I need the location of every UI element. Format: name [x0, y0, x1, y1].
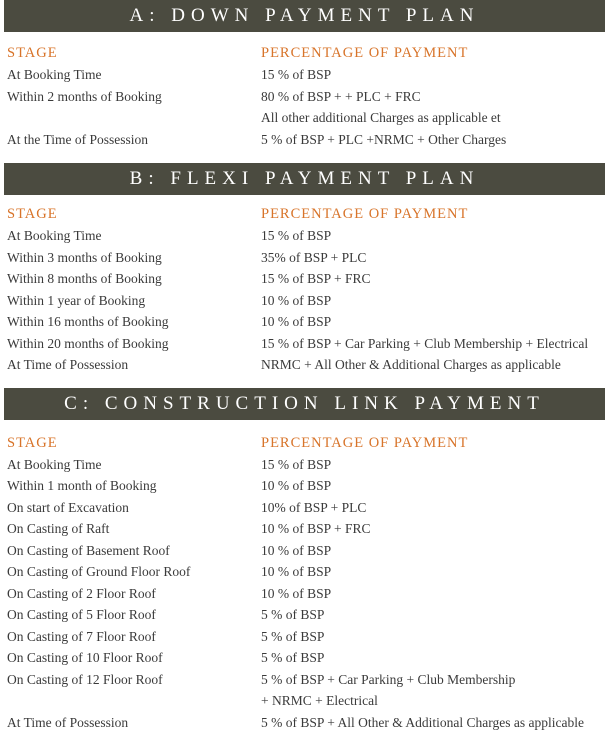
percentage-cell: 5 % of BSP — [261, 650, 325, 665]
table-row — [0, 650, 609, 671]
percentage-cell: 10 % of BSP — [261, 293, 332, 308]
percentage-cell: + NRMC + Electrical — [261, 693, 378, 708]
percentage-cell: 15 % of BSP — [261, 67, 332, 82]
stage-cell: On Casting of Raft — [7, 521, 110, 536]
table-row — [0, 250, 609, 271]
percentage-header: PERCENTAGE OF PAYMENT — [261, 435, 469, 451]
table-row — [0, 629, 609, 650]
table-row — [0, 607, 609, 628]
table-row — [0, 228, 609, 249]
stage-cell: On Casting of Basement Roof — [7, 543, 170, 558]
stage-cell: At Time of Possession — [7, 715, 129, 730]
stage-cell: On Casting of 7 Floor Roof — [7, 629, 156, 644]
stage-cell: At Booking Time — [7, 67, 102, 82]
percentage-cell: 5 % of BSP + All Other & Additional Charges as applicable — [261, 715, 584, 730]
percentage-cell: 10 % of BSP — [261, 478, 332, 493]
stage-cell: At Booking Time — [7, 457, 102, 472]
percentage-cell: 5 % of BSP + Car Parking + Club Membership — [261, 672, 516, 687]
table-row — [0, 110, 609, 131]
section-b-header-row — [0, 206, 609, 227]
stage-header: STAGE — [7, 206, 58, 222]
stage-cell: On start of Excavation — [7, 500, 129, 515]
percentage-cell: 15 % of BSP — [261, 228, 332, 243]
table-row — [0, 314, 609, 335]
section-a-banner: A: DOWN PAYMENT PLAN — [4, 0, 605, 32]
percentage-cell: 10% of BSP + PLC — [261, 500, 367, 515]
stage-cell: Within 8 months of Booking — [7, 271, 162, 286]
stage-cell: On Casting of 10 Floor Roof — [7, 650, 163, 665]
stage-cell: Within 16 months of Booking — [7, 314, 169, 329]
section-b-banner: B: FLEXI PAYMENT PLAN — [4, 163, 605, 195]
section-c-header-row — [0, 435, 609, 456]
percentage-cell: 15 % of BSP — [261, 457, 332, 472]
table-row — [0, 357, 609, 378]
stage-cell: On Casting of 2 Floor Roof — [7, 586, 156, 601]
table-row — [0, 89, 609, 110]
table-row — [0, 478, 609, 499]
table-row — [0, 500, 609, 521]
stage-cell: On Casting of 12 Floor Roof — [7, 672, 163, 687]
table-row — [0, 336, 609, 357]
percentage-cell: 5 % of BSP — [261, 629, 325, 644]
table-row — [0, 521, 609, 542]
stage-cell: At Booking Time — [7, 228, 102, 243]
stage-cell: Within 1 month of Booking — [7, 478, 157, 493]
table-row — [0, 543, 609, 564]
stage-cell: At Time of Possession — [7, 357, 129, 372]
percentage-cell: 10 % of BSP + FRC — [261, 521, 371, 536]
percentage-cell: 10 % of BSP — [261, 543, 332, 558]
percentage-cell: 10 % of BSP — [261, 314, 332, 329]
percentage-cell: 15 % of BSP + FRC — [261, 271, 371, 286]
stage-cell: On Casting of Ground Floor Roof — [7, 564, 191, 579]
stage-cell: Within 3 months of Booking — [7, 250, 162, 265]
stage-cell: Within 2 months of Booking — [7, 89, 162, 104]
table-row — [0, 586, 609, 607]
percentage-cell: 5 % of BSP + PLC +NRMC + Other Charges — [261, 132, 507, 147]
percentage-cell: NRMC + All Other & Additional Charges as applicable — [261, 357, 561, 372]
table-row — [0, 271, 609, 292]
percentage-cell: 10 % of BSP — [261, 586, 332, 601]
section-c-banner: C: CONSTRUCTION LINK PAYMENT — [4, 388, 605, 420]
stage-header: STAGE — [7, 435, 58, 451]
stage-cell: Within 20 months of Booking — [7, 336, 169, 351]
table-row — [0, 715, 609, 736]
table-row — [0, 672, 609, 693]
percentage-cell: 5 % of BSP — [261, 607, 325, 622]
percentage-header: PERCENTAGE OF PAYMENT — [261, 45, 469, 61]
table-row — [0, 132, 609, 153]
percentage-cell: All other additional Charges as applicable et — [261, 110, 501, 125]
percentage-header: PERCENTAGE OF PAYMENT — [261, 206, 469, 222]
percentage-cell: 35% of BSP + PLC — [261, 250, 367, 265]
stage-header: STAGE — [7, 45, 58, 61]
table-row — [0, 564, 609, 585]
table-row — [0, 457, 609, 478]
percentage-cell: 15 % of BSP + Car Parking + Club Membership + Electrical — [261, 336, 589, 351]
section-a-header-row — [0, 45, 609, 66]
table-row — [0, 693, 609, 714]
table-row — [0, 293, 609, 314]
stage-cell: At the Time of Possession — [7, 132, 149, 147]
percentage-cell: 10 % of BSP — [261, 564, 332, 579]
table-row — [0, 67, 609, 88]
percentage-cell: 80 % of BSP + + PLC + FRC — [261, 89, 421, 104]
stage-cell: Within 1 year of Booking — [7, 293, 146, 308]
stage-cell: On Casting of 5 Floor Roof — [7, 607, 156, 622]
